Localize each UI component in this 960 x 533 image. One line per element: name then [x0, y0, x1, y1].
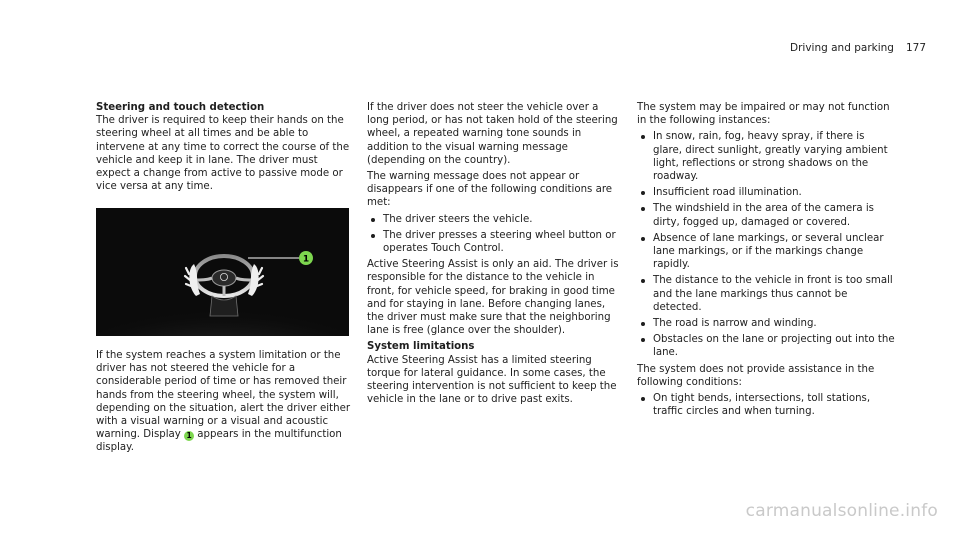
list-item: On tight bends, intersections, toll stations, traffic circles and when turning.	[637, 392, 895, 418]
paragraph: Active Steering Assist has a limited steering torque for lateral guidance. In some cases, the steering intervention is not sufficient to keep the vehicle in the lane or to drive past exits.	[367, 354, 617, 406]
page-header	[790, 42, 926, 54]
wheel-hub	[212, 270, 236, 286]
list-item: The windshield in the area of the camera is dirty, fogged up, damaged or covered.	[637, 202, 895, 228]
list-item: Obstacles on the lane or projecting out into the lane.	[637, 333, 895, 359]
callout-badge: 1	[184, 431, 194, 441]
section-heading: System limitations	[367, 341, 475, 353]
section-title: Driving and parking	[790, 42, 894, 54]
list-item: The driver presses a steering wheel button or operates Touch Control.	[367, 229, 619, 255]
watermark-text: carmanualsonline.info	[745, 501, 938, 521]
list-item: The road is narrow and winding.	[637, 317, 895, 330]
list-item: The distance to the vehicle in front is too small and the lane markings thus cannot be detected.	[637, 274, 895, 314]
page-number: 177	[905, 42, 926, 54]
paragraph: The driver is required to keep their hands on the steering wheel at all times and be able to intervene at any time to correct the course of the vehicle and keep it in lane. The driver must expect a change from active to passive mode or vice versa at any time.	[96, 115, 350, 193]
paragraph	[96, 349, 354, 455]
paragraph: Active Steering Assist is only an aid. The driver is responsible for the distance to the vehicle in front, for vehicle speed, for braking in good time and for staying in lane. Before changing lanes, the driver must make sure that the neighboring lane is free (glance over the shoulder).	[367, 259, 619, 337]
column-3	[637, 101, 895, 421]
column-1-lower	[96, 349, 354, 458]
paragraph: The system may be impaired or may not function in the following instances:	[637, 102, 890, 127]
column-1	[96, 101, 351, 196]
steering-wheel-graphic	[96, 208, 349, 336]
paragraph: If the driver does not steer the vehicle over a long period, or has not taken hold of the steering wheel, a repeated warning tone sounds in addition to the visual warning message (depending on the country).	[367, 102, 618, 166]
list-item: Insufficient road illumination.	[637, 186, 895, 199]
bullet-list	[637, 130, 895, 359]
paragraph: The warning message does not appear or disappears if one of the following conditions are met:	[367, 171, 613, 209]
bullet-list	[367, 213, 619, 256]
bullet-list	[637, 392, 895, 418]
section-heading: Steering and touch detection	[96, 102, 265, 113]
steering-wheel-illustration	[96, 208, 349, 336]
paragraph: The system does not provide assistance in the following conditions:	[637, 363, 875, 388]
column-2	[367, 101, 619, 409]
text-span: If the system reaches a system limitation or the driver has not steered the vehicle for a considerable period of time or has removed their hands from the steering wheel, the system will, depending on the situation, alert the driver either with a visual warning or a visual and acoustic warning. Display	[96, 350, 351, 441]
text-span: appears in the multifunction display.	[96, 429, 342, 454]
list-item: In snow, rain, fog, heavy spray, if there is glare, direct sunlight, greatly varying ambient light, reflections or strong shadows on the roadway.	[637, 130, 895, 183]
list-item: The driver steers the vehicle.	[367, 213, 619, 226]
callout-marker-label: 1	[302, 254, 310, 265]
list-item: Absence of lane markings, or several unclear lane markings, or if the markings change rapidly.	[637, 232, 895, 272]
